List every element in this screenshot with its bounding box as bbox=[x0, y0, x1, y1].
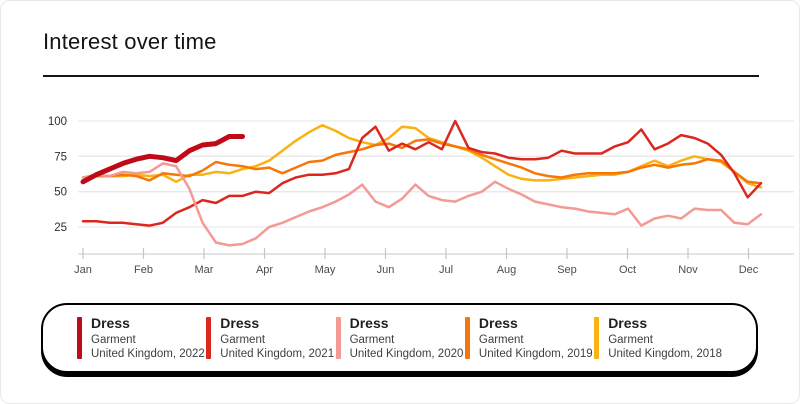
x-axis-label: Sep bbox=[557, 264, 577, 276]
legend-region-year: United Kingdom, 2020 bbox=[349, 347, 464, 360]
y-axis-label: 25 bbox=[54, 222, 67, 234]
y-axis-label: 75 bbox=[54, 151, 67, 164]
page-title: Interest over time bbox=[43, 29, 217, 54]
legend-type: Garment bbox=[220, 333, 266, 346]
y-axis-label: 100 bbox=[47, 116, 67, 128]
legend bbox=[41, 303, 758, 373]
legend-term: Dress bbox=[349, 315, 389, 332]
legend-color-bar bbox=[594, 317, 599, 359]
legend-type: Garment bbox=[349, 333, 395, 346]
legend-item-2021[interactable] bbox=[206, 315, 334, 360]
legend-term: Dress bbox=[91, 315, 130, 332]
legend-item-2020[interactable] bbox=[336, 315, 464, 360]
legend-term: Dress bbox=[220, 315, 260, 332]
legend-term: Dress bbox=[478, 315, 518, 332]
legend-color-bar bbox=[336, 317, 341, 359]
legend-item-2018[interactable] bbox=[594, 315, 722, 360]
legend-item-2019[interactable] bbox=[465, 315, 593, 360]
x-axis-label: Jun bbox=[376, 264, 395, 276]
x-axis-label: May bbox=[314, 264, 336, 276]
x-axis-label: Oct bbox=[618, 264, 637, 276]
y-axis-label: 50 bbox=[54, 186, 67, 199]
x-axis-label: Jul bbox=[438, 264, 454, 276]
interest-over-time-chart bbox=[1, 96, 800, 296]
x-axis-label: Dec bbox=[738, 264, 759, 276]
legend-type: Garment bbox=[608, 333, 653, 346]
x-axis-label: Mar bbox=[194, 264, 214, 276]
legend-type: Garment bbox=[478, 333, 524, 346]
x-axis-label: Jan bbox=[74, 264, 92, 276]
legend-item-2022[interactable] bbox=[77, 315, 205, 360]
legend-region-year: United Kingdom, 2018 bbox=[608, 347, 722, 360]
series-line-2021 bbox=[83, 121, 761, 226]
x-axis-label: Feb bbox=[134, 264, 153, 276]
legend-region-year: United Kingdom, 2021 bbox=[220, 347, 335, 360]
legend-type: Garment bbox=[91, 333, 136, 346]
legend-region-year: United Kingdom, 2019 bbox=[478, 347, 593, 360]
title-divider bbox=[43, 75, 759, 77]
x-axis-label: Nov bbox=[678, 264, 698, 276]
x-axis-label: Apr bbox=[255, 264, 274, 276]
legend-region-year: United Kingdom, 2022 bbox=[91, 347, 205, 360]
legend-color-bar bbox=[206, 317, 211, 359]
legend-color-bar bbox=[465, 317, 470, 359]
legend-color-bar bbox=[77, 317, 82, 359]
x-axis-label: Aug bbox=[496, 264, 517, 276]
legend-term: Dress bbox=[608, 315, 648, 332]
